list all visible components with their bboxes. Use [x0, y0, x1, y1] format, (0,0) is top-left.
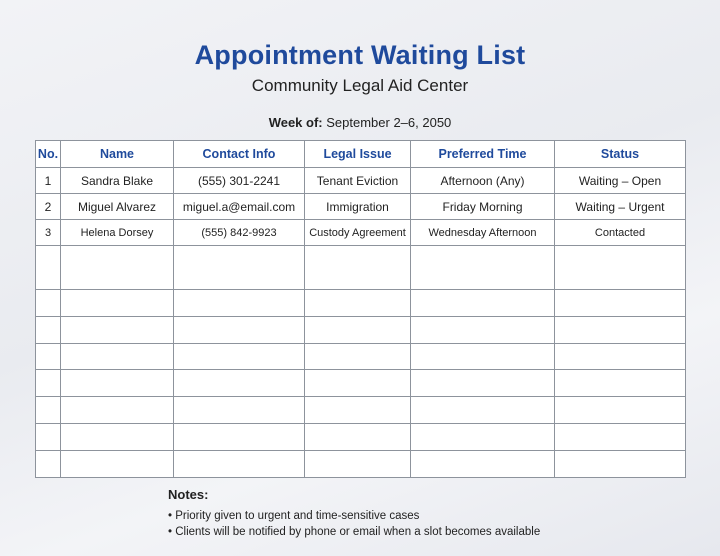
cell-no: 2: [36, 194, 61, 220]
week-line: [0, 115, 720, 130]
week-value: September 2–6, 2050: [326, 115, 452, 130]
empty-row: [36, 246, 686, 290]
cell-status: Waiting – Urgent: [555, 194, 686, 220]
table-row: [36, 194, 686, 220]
notes-section: [168, 487, 540, 540]
cell-name: Sandra Blake: [61, 168, 174, 194]
page-title: Appointment Waiting List: [194, 40, 526, 70]
empty-row: [36, 290, 686, 317]
cell-name: Helena Dorsey: [61, 220, 174, 246]
column-header-legal-issue: Legal Issue: [305, 141, 411, 168]
column-header-no: No.: [36, 141, 61, 168]
column-header-contact: Contact Info: [174, 141, 305, 168]
empty-row: [36, 343, 686, 370]
cell-preferred-time: Friday Morning: [411, 194, 555, 220]
table-row: [36, 168, 686, 194]
table-row: [36, 220, 686, 246]
cell-status: Contacted: [555, 220, 686, 246]
cell-name: Miguel Alvarez: [61, 194, 174, 220]
cell-status: Waiting – Open: [555, 168, 686, 194]
empty-row: [36, 450, 686, 477]
cell-contact: (555) 842-9923: [174, 220, 305, 246]
cell-legal-issue: Custody Agreement: [305, 220, 411, 246]
empty-row: [36, 423, 686, 450]
notes-title: Notes:: [168, 487, 209, 502]
week-label: Week of:: [268, 115, 323, 130]
cell-contact: miguel.a@email.com: [174, 194, 305, 220]
cell-legal-issue: Immigration: [305, 194, 411, 220]
cell-legal-issue: Tenant Eviction: [305, 168, 411, 194]
cell-preferred-time: Wednesday Afternoon: [411, 220, 555, 246]
table-header-row: [36, 141, 686, 168]
column-header-name: Name: [61, 141, 174, 168]
notes-item: • Priority given to urgent and time-sensitive cases: [168, 510, 420, 522]
cell-no: 1: [36, 168, 61, 194]
empty-row: [36, 316, 686, 343]
cell-preferred-time: Afternoon (Any): [411, 168, 555, 194]
cell-no: 3: [36, 220, 61, 246]
waiting-list-table: [35, 140, 686, 478]
notes-item: • Clients will be notified by phone or email when a slot becomes available: [168, 526, 541, 538]
empty-row: [36, 370, 686, 397]
empty-row: [36, 397, 686, 424]
cell-contact: (555) 301-2241: [174, 168, 305, 194]
column-header-status: Status: [555, 141, 686, 168]
page-subtitle: Community Legal Aid Center: [251, 76, 469, 95]
column-header-preferred-time: Preferred Time: [411, 141, 555, 168]
